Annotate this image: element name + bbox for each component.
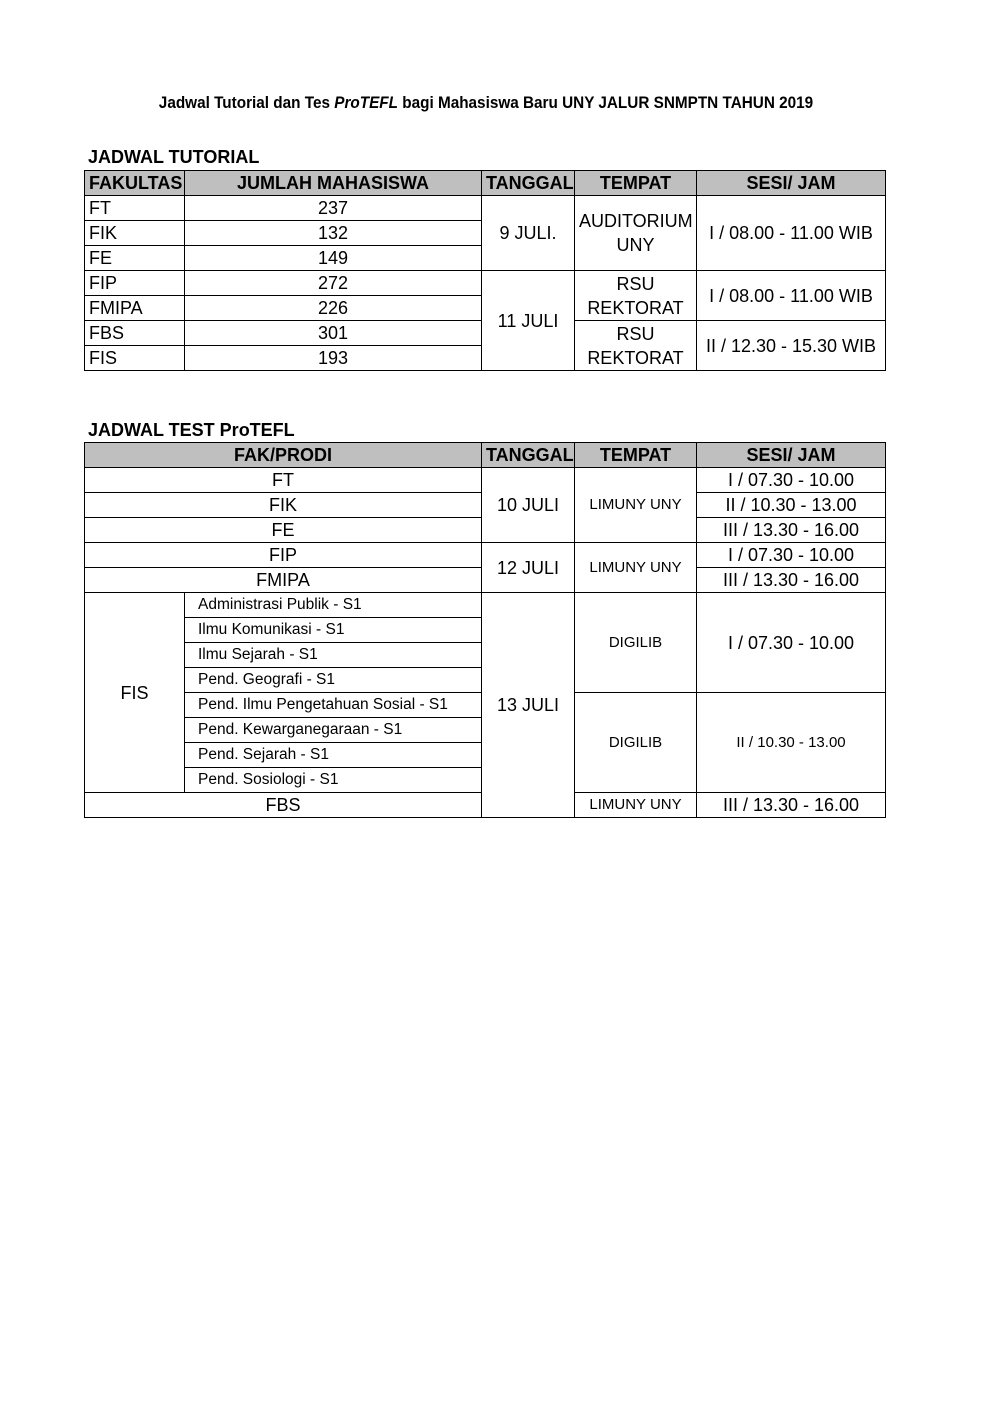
jumlah-cell: 301: [185, 321, 482, 346]
sesi-cell: III / 13.30 - 16.00: [697, 793, 886, 818]
fakultas-cell: FMIPA: [85, 296, 185, 321]
fakultas-cell: FT: [85, 196, 185, 221]
table-row: [85, 271, 886, 296]
prodi-cell: Pend. Ilmu Pengetahuan Sosial - S1: [185, 693, 482, 718]
sesi-cell: I / 07.30 - 10.00: [697, 543, 886, 568]
header-sesi: SESI/ JAM: [697, 443, 886, 468]
table-row: [85, 196, 886, 221]
sesi-cell: II / 12.30 - 15.30 WIB: [697, 321, 886, 371]
jumlah-cell: 272: [185, 271, 482, 296]
jumlah-cell: 226: [185, 296, 482, 321]
sesi-cell: I / 07.30 - 10.00: [697, 593, 886, 693]
tempat-cell: [575, 196, 697, 271]
fakultas-cell: FBS: [85, 321, 185, 346]
tempat-cell: LIMUNY UNY: [575, 468, 697, 543]
sesi-cell: II / 10.30 - 13.00: [697, 693, 886, 793]
fakultas-cell: FIK: [85, 221, 185, 246]
fak-cell: FE: [85, 518, 482, 543]
header-tanggal: TANGGAL: [482, 171, 575, 196]
fbs-cell: FBS: [85, 793, 482, 818]
tempat-cell: DIGILIB: [575, 693, 697, 793]
header-sesi: SESI/ JAM: [697, 171, 886, 196]
tanggal-cell: 12 JULI: [482, 543, 575, 593]
prodi-cell: Administrasi Publik - S1: [185, 593, 482, 618]
sesi-cell: I / 08.00 - 11.00 WIB: [697, 271, 886, 321]
tempat-line1: RSU: [616, 273, 655, 294]
tempat-cell: DIGILIB: [575, 593, 697, 693]
sesi-cell: I / 07.30 - 10.00: [697, 468, 886, 493]
tutorial-section-label: JADWAL TUTORIAL: [88, 147, 260, 167]
title-text-italic: ProTEFL: [334, 93, 398, 112]
jumlah-cell: 149: [185, 246, 482, 271]
table-row: [85, 593, 886, 618]
prodi-cell: Pend. Sejarah - S1: [185, 743, 482, 768]
tempat-line2: REKTORAT: [587, 297, 684, 318]
jumlah-cell: 237: [185, 196, 482, 221]
table-row: [85, 468, 886, 493]
fak-cell: FMIPA: [85, 568, 482, 593]
tempat-line2: REKTORAT: [587, 347, 684, 368]
test-header-row: [85, 443, 886, 468]
table-row: [85, 543, 886, 568]
tanggal-cell: 11 JULI: [482, 271, 575, 371]
fak-cell: FIP: [85, 543, 482, 568]
fakultas-cell: FE: [85, 246, 185, 271]
header-fakultas: FAKULTAS: [85, 171, 185, 196]
tempat-cell: [575, 271, 697, 321]
prodi-cell: Ilmu Sejarah - S1: [185, 643, 482, 668]
sesi-cell: II / 10.30 - 13.00: [697, 493, 886, 518]
test-section-label: JADWAL TEST ProTEFL: [88, 420, 295, 440]
document-title: [49, 93, 924, 113]
prodi-cell: Ilmu Komunikasi - S1: [185, 618, 482, 643]
prodi-cell: Pend. Sosiologi - S1: [185, 768, 482, 793]
sesi-cell: III / 13.30 - 16.00: [697, 568, 886, 593]
tanggal-cell: 9 JULI.: [482, 196, 575, 271]
tempat-line2: UNY: [616, 235, 655, 255]
test-table: [84, 442, 886, 818]
fis-cell: FIS: [85, 593, 185, 793]
tempat-cell: [575, 321, 697, 371]
tutorial-header-row: [85, 171, 886, 196]
tutorial-table: [84, 170, 886, 371]
title-text-2: bagi Mahasiswa Baru UNY JALUR SNMPTN TAHUN 2019: [397, 93, 814, 112]
tempat-cell: LIMUNY UNY: [575, 543, 697, 593]
tempat-line1: RSU: [616, 323, 655, 344]
fakultas-cell: FIP: [85, 271, 185, 296]
sesi-cell: III / 13.30 - 16.00: [697, 518, 886, 543]
fak-cell: FT: [85, 468, 482, 493]
fak-cell: FIK: [85, 493, 482, 518]
tanggal-cell: 10 JULI: [482, 468, 575, 543]
header-tempat: TEMPAT: [575, 171, 697, 196]
header-tempat: TEMPAT: [575, 443, 697, 468]
fakultas-cell: FIS: [85, 346, 185, 371]
prodi-cell: Pend. Kewarganegaraan - S1: [185, 718, 482, 743]
title-text-1: Jadwal Tutorial dan Tes: [158, 93, 335, 112]
tanggal-cell: 13 JULI: [482, 593, 575, 818]
header-tanggal: TANGGAL: [482, 443, 575, 468]
jumlah-cell: 132: [185, 221, 482, 246]
tempat-cell: LIMUNY UNY: [575, 793, 697, 818]
header-jumlah: JUMLAH MAHASISWA: [185, 171, 482, 196]
tempat-line1: AUDITORIUM: [579, 211, 693, 231]
header-fak-prodi: FAK/PRODI: [85, 443, 482, 468]
prodi-cell: Pend. Geografi - S1: [185, 668, 482, 693]
jumlah-cell: 193: [185, 346, 482, 371]
sesi-cell: I / 08.00 - 11.00 WIB: [697, 196, 886, 271]
